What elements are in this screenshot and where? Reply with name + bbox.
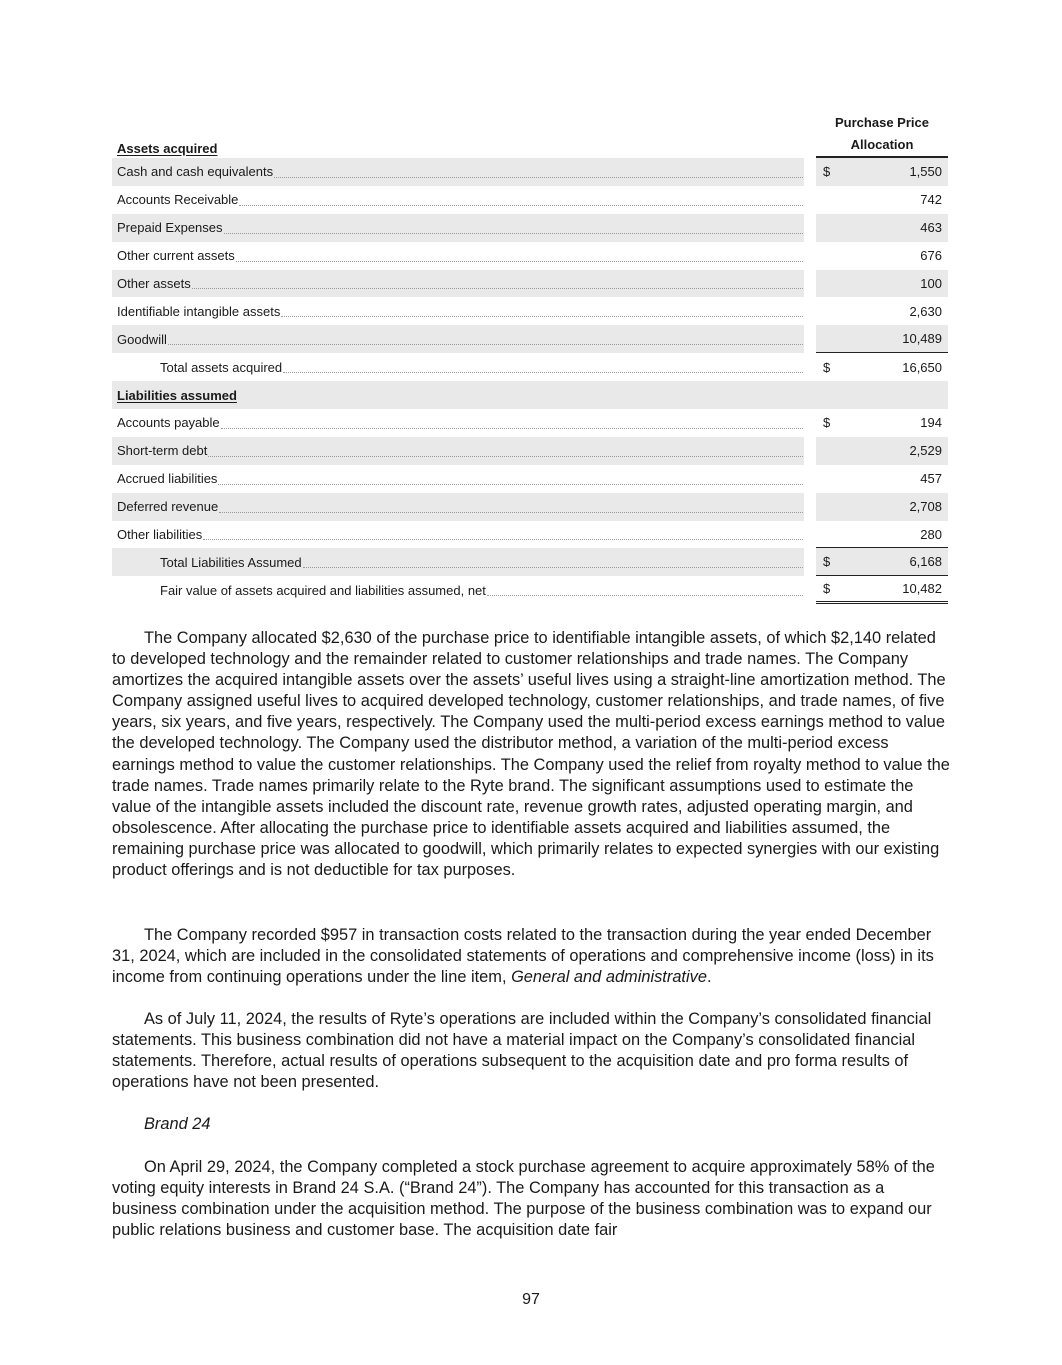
row-label: Other assets [117,276,191,291]
paragraph-brand-24 [112,1157,950,1241]
table-row-goodwill [112,325,948,353]
row-label: Prepaid Expenses [117,220,223,236]
dot-leader [192,287,803,289]
dot-leader [218,483,803,485]
row-value: 676 [920,248,942,264]
currency-symbol: $ [823,164,831,180]
row-label: Deferred revenue [117,499,219,515]
dot-leader [239,204,803,206]
dot-leader [487,594,803,596]
row-value: 10,482 [902,581,942,597]
table-row-total-assets [112,353,948,381]
table-row-accrued-liabilities [112,465,948,493]
row-label: Accounts payable [117,415,220,431]
row-label: Other liabilities [117,527,203,543]
currency-symbol: $ [823,554,831,570]
row-value: 742 [920,192,942,208]
paragraph-end: . [706,968,712,987]
line-item-name: General and administrative [511,968,707,987]
table-row-prepaid-expenses [112,214,948,242]
row-label: Goodwill [117,331,167,347]
table-row-liabilities-heading [112,381,948,409]
row-label: Cash and cash equivalents [117,164,274,180]
dot-leader [221,427,803,429]
table-row-other-liabilities [112,521,948,549]
paragraph-transaction-costs [112,925,950,988]
currency-symbol: $ [823,415,831,431]
row-value: 2,630 [909,303,942,319]
liabilities-assumed-heading: Liabilities assumed [117,387,237,403]
column-header-line1: Purchase Price [835,115,929,130]
table-row-intangible-assets [112,297,948,325]
dot-leader [283,371,803,373]
table-row-deferred-revenue [112,493,948,521]
row-label: Total Liabilities Assumed [160,554,302,570]
row-value: 463 [920,220,942,236]
currency-symbol: $ [823,581,831,597]
dot-leader [168,343,803,345]
row-label: Accounts Receivable [117,192,239,208]
paragraph-text: On April 29, 2024, the Company completed a stock purchase agreement to acquire approximately 58% of the voting equity interests in Brand 24 S.A. (“Brand 24”). The Company has accounted for this transaction as a business combination under the acquisition method. The purpose of the business combination was to expand our public relations business and customer base. The acquisition date fair [112,1158,935,1240]
page-number: 97 [522,1291,540,1308]
row-label: Short-term debt [117,443,208,459]
row-label: Identifiable intangible assets [117,303,281,319]
row-value: 10,489 [902,331,942,347]
row-label: Other current assets [117,248,235,264]
currency-symbol: $ [823,359,831,375]
row-label: Total assets acquired [160,359,283,375]
table-row-accounts-receivable [112,186,948,214]
column-header-line2: Allocation [850,137,914,152]
row-value: 457 [920,471,942,487]
purchase-price-allocation-table [112,110,948,604]
table-header [112,110,948,158]
dot-leader [208,455,803,457]
dot-leader [303,566,803,568]
paragraph-intangible-assets [112,628,950,881]
purchase-price-allocation-column-header [816,112,948,158]
dot-leader [274,176,803,178]
row-value: 16,650 [902,359,942,375]
table-row-short-term-debt [112,437,948,465]
row-value: 280 [920,526,942,542]
paragraph-text: The Company recorded $957 in transaction costs related to the transaction during the year ended December 31, 2024, which are included in the consolidated statements of operations and comprehensive income (loss) in its income from continuing operations under the line item, [112,926,934,987]
dot-leader [281,315,803,317]
row-value: 2,529 [909,443,942,459]
table-row-cash [112,158,948,186]
table-row-accounts-payable [112,409,948,437]
table-row-other-current-assets [112,242,948,270]
paragraph-text: The Company allocated $2,630 of the purchase price to identifiable intangible assets, of which $2,140 related to developed technology and the remainder related to customer relationships and trade names. The Company amortizes the acquired intangible assets over the assets’ useful lives using a straight-line amortization method. The Company assigned useful lives to acquired developed technology, customer relationships, and trade names, of five years, six years, and five years, respectively. The Company used the multi-period excess earnings method to value the developed technology. The Company used the distributor method, a variation of the multi-period excess earnings method to value the customer relationships. The Company used the relief from royalty method to value the trade names. Trade names primarily relate to the Ryte brand. The significant assumptions used to estimate the value of the intangible assets included the discount rate, revenue growth rates, adjusted operating margin, and obsolescence. After allocating the purchase price to identifiable assets acquired and liabilities assumed, the remaining purchase price was allocated to goodwill, which primarily relates to expected synergies with our existing product offerings and is not deductible for tax purposes. [112,629,950,880]
section-subheading-brand-24: Brand 24 [144,1115,211,1133]
row-label: Accrued liabilities [117,471,218,487]
paragraph-ryte-operations [112,1009,950,1093]
dot-leader [236,260,803,262]
row-label: Fair value of assets acquired and liabilities assumed, net [160,582,486,598]
row-value: 194 [920,415,942,431]
table-row-other-assets [112,270,948,298]
assets-acquired-heading: Assets acquired [117,141,218,156]
dot-leader [219,511,803,513]
row-value: 1,550 [909,164,942,180]
table-row-total-liabilities [112,548,948,576]
table-row-net-fair-value [112,576,948,604]
row-value: 100 [920,276,942,291]
dot-leader [203,538,803,540]
paragraph-text: As of July 11, 2024, the results of Ryte’s operations are included within the Company’s consolidated financial statements. This business combination did not have a material impact on the Company’s consolidated financial statements. Therefore, actual results of operations subsequent to the acquisition date and pro forma results of operations have not been presented. [112,1010,932,1092]
row-value: 6,168 [909,554,942,570]
dot-leader [224,232,803,234]
row-value: 2,708 [909,499,942,515]
